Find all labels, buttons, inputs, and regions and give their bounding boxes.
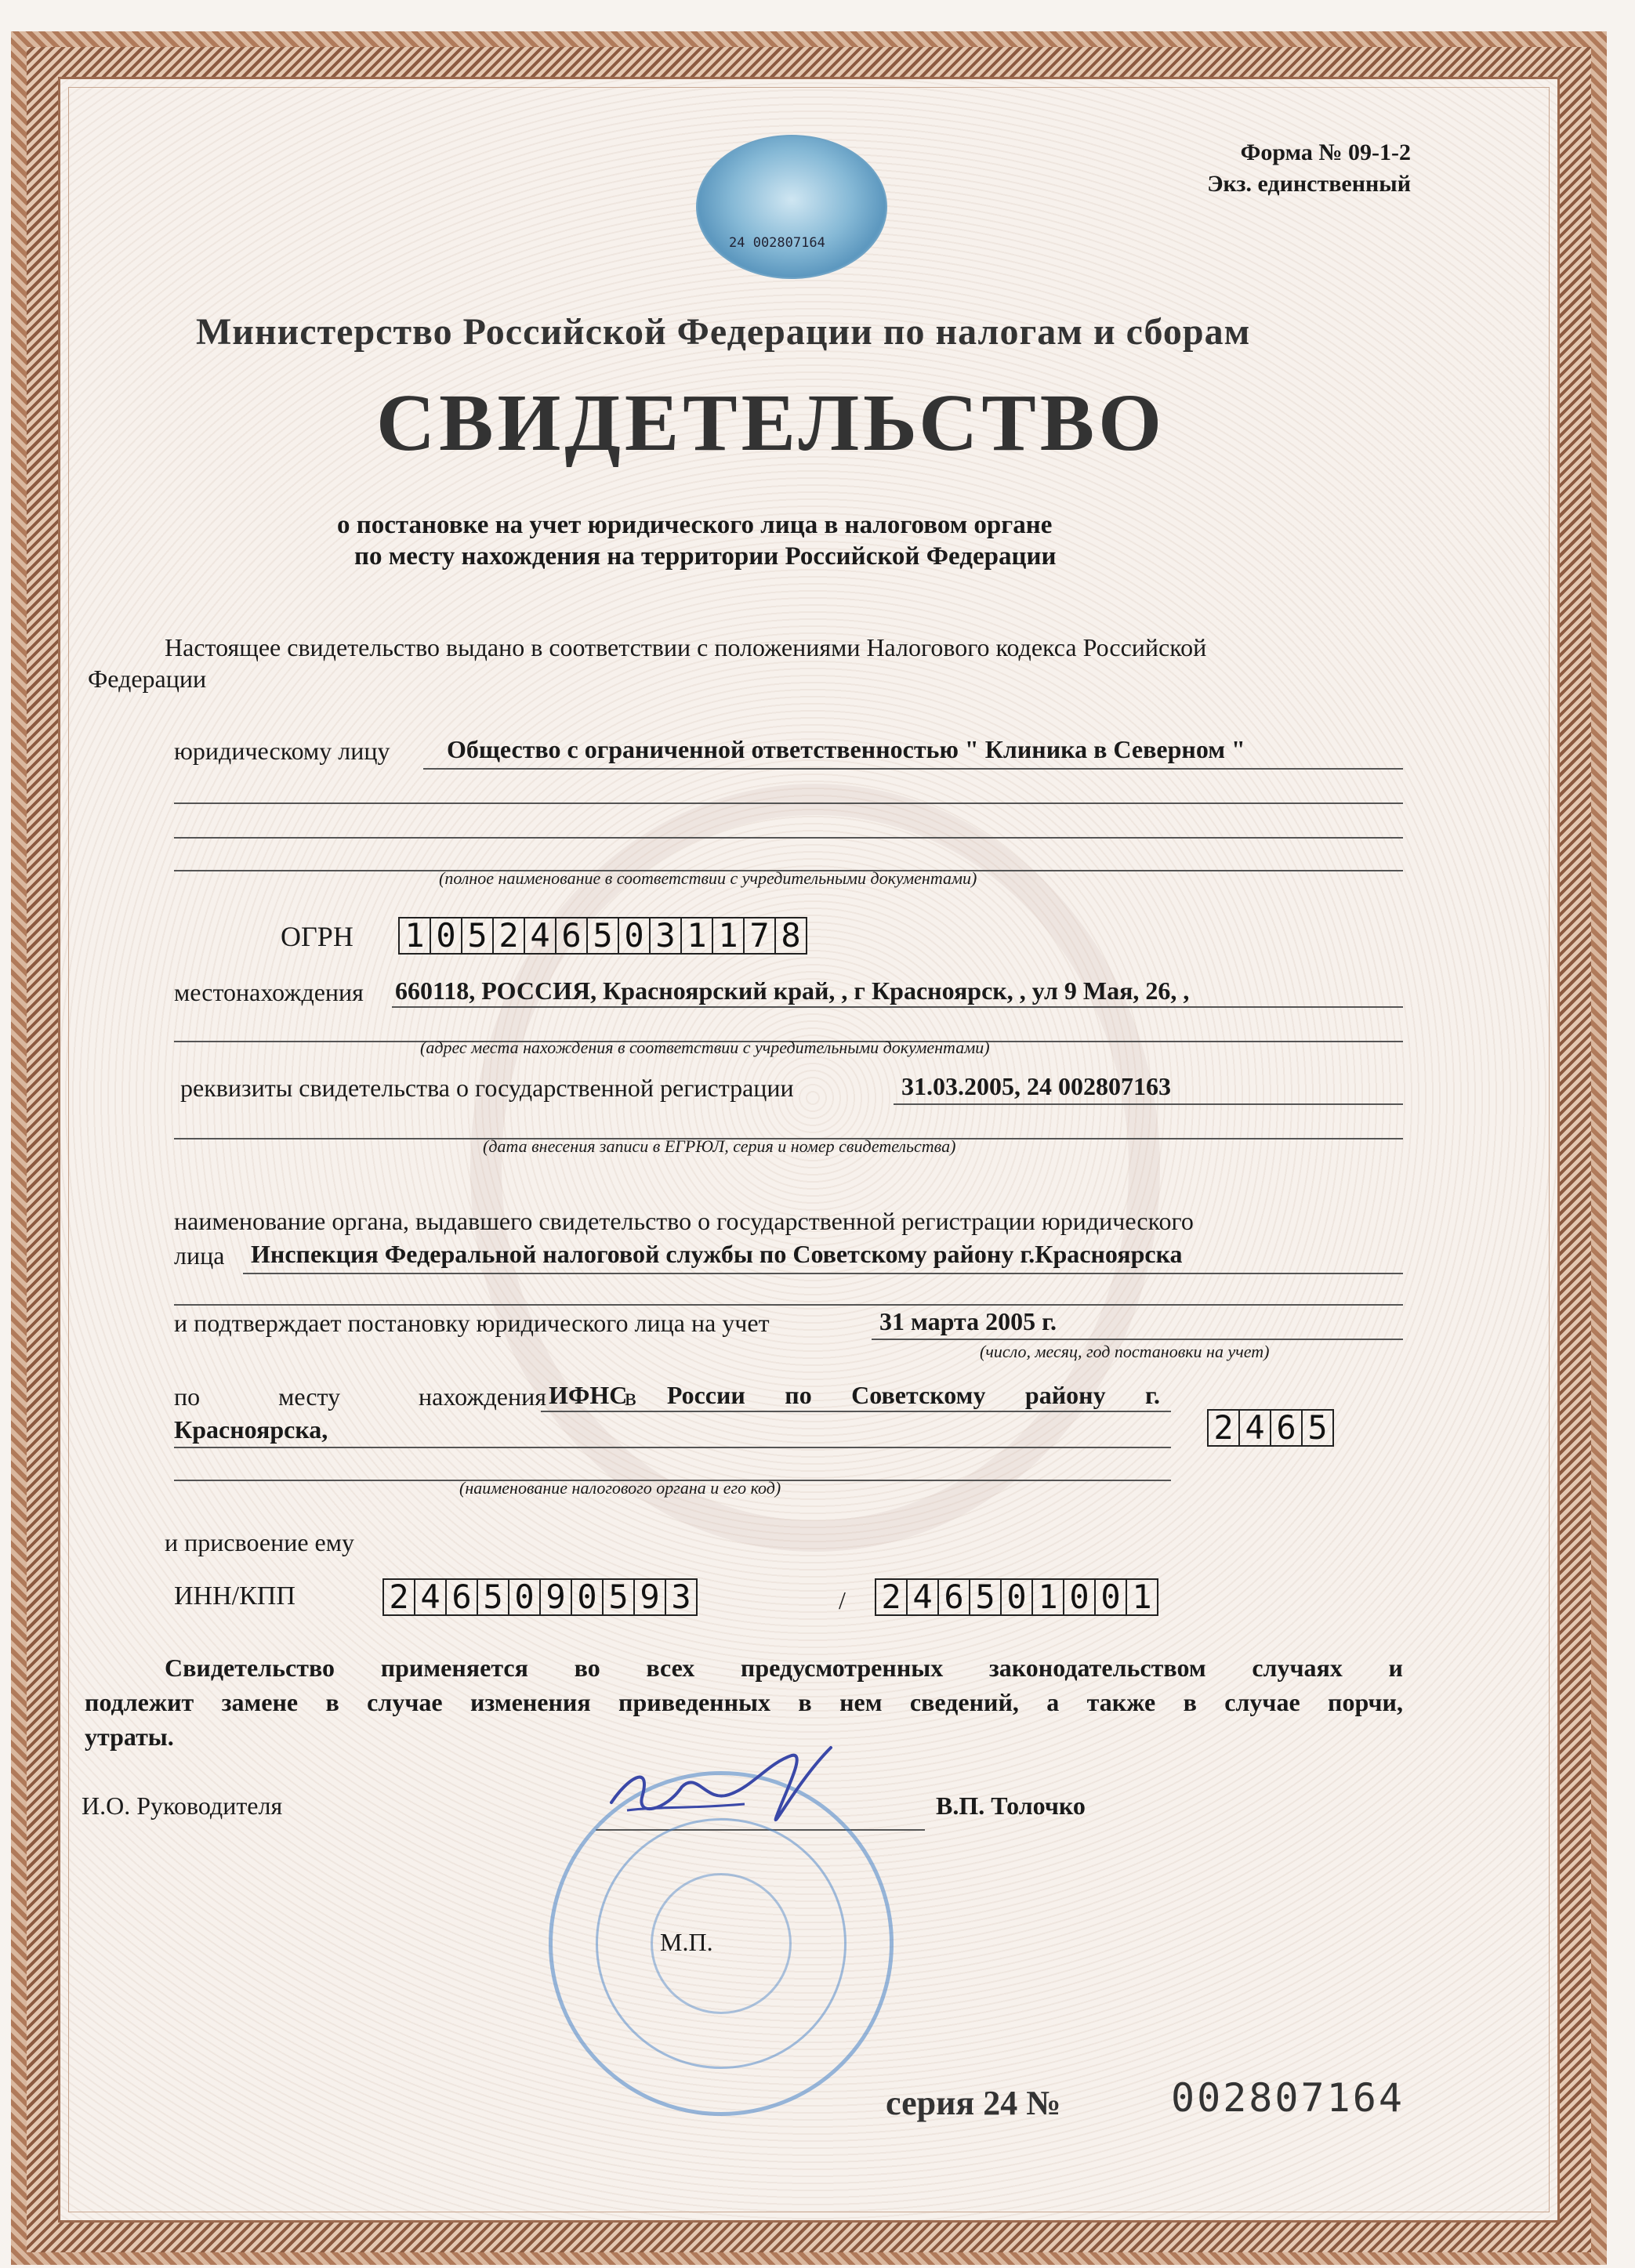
serial-number: 002807164 [1171,2075,1405,2121]
digit-box: 2 [876,1580,908,1614]
digit-box: 0 [1064,1580,1096,1614]
digit-box: 0 [431,918,462,953]
inn-kpp-separator: / [839,1586,846,1614]
digit-box: 0 [509,1580,541,1614]
signatory-name: В.П. Толочко [936,1792,1086,1820]
digit-box: 4 [525,918,556,953]
digit-box: 5 [588,918,619,953]
copy-note: Экз. единственный [1207,171,1411,197]
hologram-number: 24 002807164 [729,235,825,251]
intro-line-1: Настоящее свидетельство выдано в соответствии с положениями Налогового кодекса Российской [165,633,1207,661]
address-value: 660118, РОССИЯ, Красноярский край, , г Красноярск, , ул 9 Мая, 26, , [395,976,1190,1005]
entity-label: юридическому лицу [174,737,390,765]
digit-box: 7 [745,918,776,953]
digit-box: 3 [651,918,682,953]
digit-box: 6 [1271,1411,1303,1445]
registration-value: 31.03.2005, 24 002807163 [901,1072,1171,1100]
ogrn-digit-boxes [398,917,807,955]
digit-box: 1 [713,918,745,953]
tax-office-value-line-2: Красноярска, [174,1415,328,1444]
digit-box: 1 [682,918,713,953]
tax-office-note: (наименование налогового органа и его код) [459,1478,781,1498]
subtitle-line-2: по месту нахождения на территории Российской Федерации [354,542,1057,571]
issuing-authority-value: Инспекция Федеральной налоговой службы по Советскому району г.Красноярска [251,1240,1183,1268]
digit-box: 3 [671,1578,691,1616]
digit-box: 6 [556,918,588,953]
tax-office-code-boxes [1207,1409,1334,1447]
digit-box: 0 [572,1580,604,1614]
digit-box: 1 [1033,1580,1064,1614]
digit-box: 0 [1096,1580,1127,1614]
signatory-role: И.О. Руководителя [82,1792,283,1820]
stamp-place-label: М.П. [660,1928,713,1956]
document-title: СВИДЕТЕЛЬСТВО [376,378,1166,468]
handwritten-signature [596,1732,854,1850]
address-label: местонахождения [174,978,364,1006]
digit-box: 5 [462,918,494,953]
digit-box: 5 [1307,1408,1328,1447]
digit-box: 9 [635,1580,666,1614]
digit-box: 8 [781,916,801,955]
ministry-heading: Министерство Российской Федерации по налогам и сборам [196,311,1251,353]
registration-label: реквизиты свидетельства о государственной регистрации [180,1074,794,1102]
validity-line-1: Свидетельство применяется во всех предусмотренных законодательством случаях и [165,1654,1403,1682]
confirmation-date: 31 марта 2005 г. [879,1307,1057,1335]
address-note: (адрес места нахождения в соответствии с учредительными документами) [420,1038,990,1057]
assignment-label: и присвоение ему [165,1528,354,1556]
digit-box: 2 [1209,1411,1240,1445]
ogrn-label: ОГРН [281,921,353,952]
tax-office-value-line-1: ИФНС России по Советскому району г. [549,1381,1160,1409]
confirmation-label: и подтверждает постановку юридического лица на учет [174,1309,770,1337]
confirmation-note: (число, месяц, год постановки на учет) [980,1342,1270,1361]
entity-note: (полное наименование в соответствии с учредительными документами) [439,868,977,888]
digit-box: 4 [415,1580,447,1614]
issuing-authority-label-2: лица [174,1241,225,1270]
kpp-digit-boxes [875,1578,1158,1616]
hologram-sticker [696,135,887,279]
entity-name: Общество с ограниченной ответственностью " Клиника в Северном " [447,735,1245,763]
background-emblem-watermark [470,784,1160,1552]
digit-box: 4 [1240,1411,1271,1445]
intro-line-2: Федерации [88,665,207,693]
digit-box: 6 [447,1580,478,1614]
subtitle-line-1: о постановке на учет юридического лица в налоговом органе [337,511,1053,539]
validity-line-3: утраты. [85,1723,174,1751]
digit-box: 2 [494,918,525,953]
digit-box: 1 [1132,1578,1152,1616]
digit-box: 6 [939,1580,970,1614]
serial-label: серия 24 № [886,2084,1061,2122]
issuing-authority-label-1: наименование органа, выдавшего свидетельство о государственной регистрации юридического [174,1207,1194,1235]
validity-line-2: подлежит замене в случае изменения приведенных в нем сведений, а также в случае порчи, [85,1688,1403,1716]
digit-box: 0 [619,918,651,953]
registration-note: (дата внесения записи в ЕГРЮЛ, серия и номер свидетельства) [483,1136,956,1156]
digit-box: 5 [604,1580,635,1614]
inn-kpp-label: ИНН/КПП [174,1581,295,1610]
inn-digit-boxes [382,1578,698,1616]
digit-box: 9 [541,1580,572,1614]
digit-box: 5 [478,1580,509,1614]
digit-box: 2 [384,1580,415,1614]
digit-box: 1 [400,918,431,953]
digit-box: 0 [1002,1580,1033,1614]
form-number: Форма № 09-1-2 [1240,139,1411,165]
digit-box: 5 [970,1580,1002,1614]
tax-office-label: по месту нахождения в [174,1382,636,1411]
digit-box: 4 [908,1580,939,1614]
